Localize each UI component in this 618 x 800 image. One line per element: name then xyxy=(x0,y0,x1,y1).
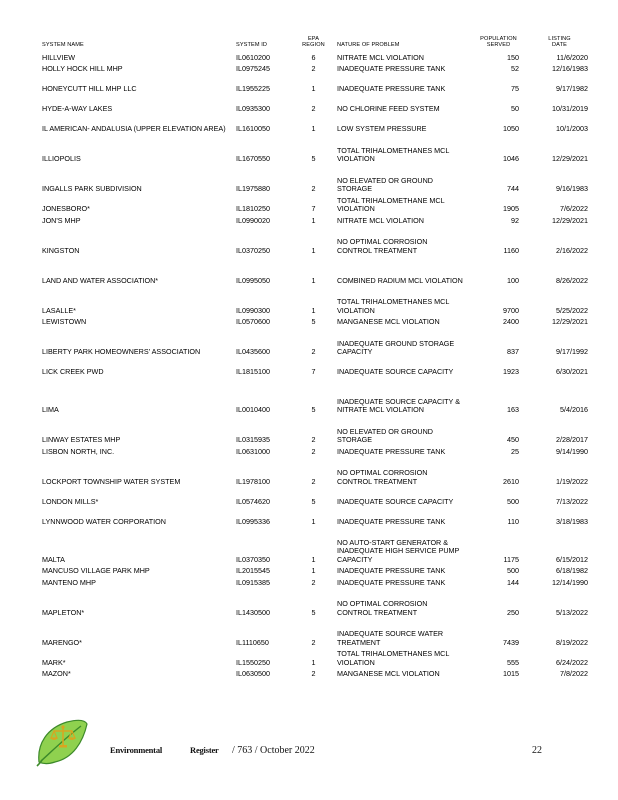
problem-cell: INADEQUATE PRESSURE TANK xyxy=(337,446,446,456)
table-row xyxy=(42,62,590,74)
epa-region-cell: 2 xyxy=(311,669,316,679)
problem-cell: NO OPTIMAL CORROSION CONTROL TREATMENT xyxy=(337,599,428,617)
system-id-cell: IL0010400 xyxy=(236,405,270,415)
population-cell: 75 xyxy=(511,84,519,94)
listing-date-cell: 9/14/1990 xyxy=(556,446,588,456)
noncompliance-table xyxy=(42,36,590,679)
problem-cell: INADEQUATE PRESSURE TANK xyxy=(337,84,446,94)
table-row xyxy=(42,74,590,94)
population-cell: 25 xyxy=(511,446,519,456)
header-listing-date: LISTING DATE xyxy=(548,36,571,49)
problem-cell: INADEQUATE PRESSURE TANK xyxy=(337,566,446,576)
system-name-cell: HOLLY HOCK HILL MHP xyxy=(42,64,123,74)
listing-date-cell: 6/18/1982 xyxy=(556,566,588,576)
problem-cell: TOTAL TRIHALOMETHANES MCL VIOLATION xyxy=(337,145,450,164)
table-row xyxy=(42,377,590,415)
system-name-cell: KINGSTON xyxy=(42,245,80,255)
system-id-cell: IL0975245 xyxy=(236,64,270,74)
footer-register: Register xyxy=(190,745,219,755)
table-row xyxy=(42,576,590,588)
population-cell: 744 xyxy=(507,184,519,194)
epa-region-cell: 7 xyxy=(311,367,316,377)
table-row xyxy=(42,415,590,445)
population-cell: 92 xyxy=(511,215,519,225)
population-cell: 150 xyxy=(507,52,519,62)
system-name-cell: LYNNWOOD WATER CORPORATION xyxy=(42,516,166,526)
system-id-cell: IL0370350 xyxy=(236,554,270,564)
population-cell: 1923 xyxy=(503,367,519,377)
listing-date-cell: 7/8/2022 xyxy=(560,669,588,679)
population-cell: 500 xyxy=(507,496,519,506)
system-id-cell: IL1810250 xyxy=(236,204,270,214)
table-row xyxy=(42,164,590,194)
system-name-cell: LAND AND WATER ASSOCIATION* xyxy=(42,275,159,285)
table-row xyxy=(42,445,590,457)
footer-page-number: 22 xyxy=(532,745,542,756)
system-id-cell: IL1110650 xyxy=(236,637,269,647)
epa-region-cell: 1 xyxy=(311,657,316,667)
system-id-cell: IL1815100 xyxy=(236,367,270,377)
population-cell: 1175 xyxy=(503,554,519,564)
header-system-id: SYSTEM ID xyxy=(236,42,268,49)
epa-region-cell: 1 xyxy=(311,215,316,225)
population-cell: 50 xyxy=(511,104,519,114)
system-id-cell: IL0315935 xyxy=(236,435,270,445)
epa-region-cell: 1 xyxy=(311,516,316,526)
population-cell: 1905 xyxy=(503,204,519,214)
system-id-cell: IL0995050 xyxy=(236,275,270,285)
system-name-cell: ILLIOPOLIS xyxy=(42,154,81,164)
system-name-cell: HONEYCUTT HILL MHP LLC xyxy=(42,84,137,94)
system-id-cell: IL1975880 xyxy=(236,184,270,194)
epa-region-cell: 2 xyxy=(311,446,316,456)
table-row xyxy=(42,564,590,576)
problem-cell: TOTAL TRIHALOMETHANES MCL VIOLATION xyxy=(337,649,450,667)
system-name-cell: MALTA xyxy=(42,554,65,564)
epa-region-cell: 5 xyxy=(311,405,316,415)
problem-cell: INADEQUATE PRESSURE TANK xyxy=(337,516,446,526)
problem-cell: LOW SYSTEM PRESSURE xyxy=(337,124,427,134)
table-row xyxy=(42,51,590,63)
population-cell: 1046 xyxy=(503,154,519,164)
system-name-cell: INGALLS PARK SUBDIVISION xyxy=(42,184,142,194)
problem-cell: NO CHLORINE FEED SYSTEM xyxy=(337,104,440,114)
system-id-cell: IL0435600 xyxy=(236,347,270,357)
problem-cell: NO ELEVATED OR GROUND STORAGE xyxy=(337,426,433,445)
epa-region-cell: 2 xyxy=(311,577,316,587)
table-row xyxy=(42,526,590,564)
listing-date-cell: 12/29/2021 xyxy=(552,317,588,327)
system-id-cell: IL0631000 xyxy=(236,446,270,456)
population-cell: 450 xyxy=(507,435,519,445)
listing-date-cell: 5/25/2022 xyxy=(556,305,588,315)
epa-region-cell: 1 xyxy=(311,554,316,564)
table-row xyxy=(42,94,590,114)
page-footer xyxy=(0,714,618,774)
problem-cell: MANGANESE MCL VIOLATION xyxy=(337,317,440,327)
listing-date-cell: 7/6/2022 xyxy=(560,204,588,214)
system-name-cell: LIBERTY PARK HOMEOWNERS' ASSOCIATION xyxy=(42,347,201,357)
system-id-cell: IL0915385 xyxy=(236,577,270,587)
epa-region-cell: 5 xyxy=(311,496,316,506)
listing-date-cell: 12/14/1990 xyxy=(552,577,588,587)
population-cell: 144 xyxy=(507,577,519,587)
table-row xyxy=(42,134,590,164)
system-id-cell: IL0574620 xyxy=(236,496,270,506)
problem-cell: INADEQUATE SOURCE CAPACITY xyxy=(337,367,454,377)
system-name-cell: LINWAY ESTATES MHP xyxy=(42,435,121,445)
population-cell: 2610 xyxy=(503,476,519,486)
table-row xyxy=(42,456,590,486)
system-name-cell: IL AMERICAN- ANDALUSIA (UPPER ELEVATION AREA) xyxy=(42,124,226,134)
epa-region-cell: 1 xyxy=(311,275,316,285)
system-name-cell: LICK CREEK PWD xyxy=(42,367,104,377)
problem-cell: COMBINED RADIUM MCL VIOLATION xyxy=(337,275,463,285)
listing-date-cell: 6/30/2021 xyxy=(556,367,588,377)
table-row xyxy=(42,114,590,134)
problem-cell: TOTAL TRIHALOMETHANES MCL VIOLATION xyxy=(337,297,450,315)
system-name-cell: HILLVIEW xyxy=(42,52,76,62)
system-id-cell: IL1955225 xyxy=(236,84,270,94)
system-id-cell: IL0935300 xyxy=(236,104,270,114)
problem-cell: NITRATE MCL VIOLATION xyxy=(337,215,424,225)
population-cell: 250 xyxy=(507,607,519,617)
problem-cell: INADEQUATE PRESSURE TANK xyxy=(337,577,446,587)
system-name-cell: JON'S MHP xyxy=(42,215,81,225)
problem-cell: INADEQUATE GROUND STORAGE CAPACITY xyxy=(337,338,455,357)
epa-region-cell: 1 xyxy=(311,305,316,315)
system-id-cell: IL2015545 xyxy=(236,566,270,576)
system-id-cell: IL1430500 xyxy=(236,607,270,617)
population-cell: 1050 xyxy=(503,124,519,134)
epa-region-cell: 2 xyxy=(311,435,316,445)
system-name-cell: MANTENO MHP xyxy=(42,577,96,587)
problem-cell: INADEQUATE SOURCE WATER TREATMENT xyxy=(337,629,444,647)
listing-date-cell: 12/16/1983 xyxy=(552,64,588,74)
system-id-cell: IL0990300 xyxy=(236,305,270,315)
table-body xyxy=(42,51,590,679)
problem-cell: INADEQUATE PRESSURE TANK xyxy=(337,64,446,74)
problem-cell: NO AUTO-START GENERATOR & INADEQUATE HIGH SERVICE PUMP CAPACITY xyxy=(337,537,460,564)
system-id-cell: IL1670550 xyxy=(236,154,270,164)
table-row xyxy=(42,587,590,617)
system-name-cell: MARENGO* xyxy=(42,637,82,647)
problem-cell: MANGANESE MCL VIOLATION xyxy=(337,669,440,679)
system-name-cell: LASALLE* xyxy=(42,305,76,315)
population-cell: 163 xyxy=(507,405,519,415)
population-cell: 52 xyxy=(511,64,519,74)
listing-date-cell: 5/4/2016 xyxy=(560,405,588,415)
table-row xyxy=(42,315,590,327)
listing-date-cell: 12/29/2021 xyxy=(552,154,588,164)
problem-cell: NO ELEVATED OR GROUND STORAGE xyxy=(337,175,433,194)
listing-date-cell: 8/19/2022 xyxy=(556,637,588,647)
problem-cell: INADEQUATE SOURCE CAPACITY xyxy=(337,496,454,506)
table-row xyxy=(42,327,590,357)
table-row xyxy=(42,647,590,667)
table-row xyxy=(42,225,590,255)
system-name-cell: LISBON NORTH, INC. xyxy=(42,446,115,456)
listing-date-cell: 5/13/2022 xyxy=(556,607,588,617)
listing-date-cell: 3/18/1983 xyxy=(556,516,588,526)
system-name-cell: JONESBORO* xyxy=(42,204,90,214)
problem-cell: NO OPTIMAL CORROSION CONTROL TREATMENT xyxy=(337,237,428,255)
leaf-scales-logo-icon xyxy=(33,714,89,770)
table-row xyxy=(42,357,590,377)
epa-region-cell: 7 xyxy=(311,204,316,214)
epa-region-cell: 2 xyxy=(311,347,316,357)
epa-region-cell: 5 xyxy=(311,154,316,164)
population-cell: 500 xyxy=(507,566,519,576)
table-row xyxy=(42,214,590,226)
system-name-cell: LIMA xyxy=(42,405,59,415)
footer-publication: Environmental xyxy=(110,745,163,755)
epa-region-cell: 5 xyxy=(311,607,316,617)
system-id-cell: IL0570600 xyxy=(236,317,270,327)
population-cell: 7439 xyxy=(503,637,519,647)
system-id-cell: IL1550250 xyxy=(236,657,270,667)
listing-date-cell: 7/13/2022 xyxy=(556,496,588,506)
table-row xyxy=(42,486,590,506)
system-id-cell: IL1978100 xyxy=(236,476,270,486)
problem-cell: NITRATE MCL VIOLATION xyxy=(337,52,424,62)
population-cell: 2400 xyxy=(503,317,519,327)
population-cell: 1160 xyxy=(503,245,519,255)
system-id-cell: IL0995336 xyxy=(236,516,270,526)
table-row xyxy=(42,506,590,526)
epa-region-cell: 2 xyxy=(311,476,316,486)
population-cell: 9700 xyxy=(503,305,519,315)
table-row xyxy=(42,255,590,285)
listing-date-cell: 6/15/2012 xyxy=(556,554,588,564)
problem-cell: TOTAL TRIHALOMETHANE MCL VIOLATION xyxy=(337,195,445,214)
listing-date-cell: 6/24/2022 xyxy=(556,657,588,667)
listing-date-cell: 11/6/2020 xyxy=(556,52,588,62)
header-nature-of-problem: NATURE OF PROBLEM xyxy=(337,42,400,49)
header-epa-region: EPA REGION xyxy=(302,36,325,49)
population-cell: 100 xyxy=(507,275,519,285)
listing-date-cell: 10/31/2019 xyxy=(552,104,588,114)
epa-region-cell: 1 xyxy=(311,245,316,255)
epa-region-cell: 2 xyxy=(311,637,316,647)
system-id-cell: IL0990020 xyxy=(236,215,270,225)
footer-issue: / 763 / October 2022 xyxy=(232,745,315,756)
table-row xyxy=(42,617,590,647)
system-name-cell: MANCUSO VILLAGE PARK MHP xyxy=(42,566,150,576)
listing-date-cell: 2/16/2022 xyxy=(556,245,588,255)
population-cell: 837 xyxy=(507,347,519,357)
listing-date-cell: 12/29/2021 xyxy=(552,215,588,225)
listing-date-cell: 1/19/2022 xyxy=(556,476,588,486)
system-name-cell: MAZON* xyxy=(42,669,71,679)
table-row xyxy=(42,285,590,315)
listing-date-cell: 2/28/2017 xyxy=(556,435,588,445)
problem-cell: INADEQUATE SOURCE CAPACITY & NITRATE MCL VIOLATION xyxy=(337,396,461,415)
system-id-cell: IL0610200 xyxy=(236,52,270,62)
listing-date-cell: 9/16/1983 xyxy=(556,184,588,194)
listing-date-cell: 9/17/1992 xyxy=(556,347,588,357)
table-header-row xyxy=(42,36,590,51)
epa-region-cell: 5 xyxy=(311,317,316,327)
problem-cell: NO OPTIMAL CORROSION CONTROL TREATMENT xyxy=(337,468,428,486)
epa-region-cell: 2 xyxy=(311,104,316,114)
table-row xyxy=(42,667,590,679)
listing-date-cell: 10/1/2003 xyxy=(556,124,588,134)
table-row xyxy=(42,194,590,214)
system-name-cell: MAPLETON* xyxy=(42,607,85,617)
listing-date-cell: 9/17/1982 xyxy=(556,84,588,94)
population-cell: 110 xyxy=(507,516,519,526)
system-name-cell: MARK* xyxy=(42,657,66,667)
epa-region-cell: 1 xyxy=(311,566,316,576)
epa-region-cell: 6 xyxy=(311,52,316,62)
system-name-cell: LONDON MILLS* xyxy=(42,496,99,506)
population-cell: 555 xyxy=(507,657,519,667)
system-id-cell: IL1610050 xyxy=(236,124,270,134)
system-name-cell: HYDE-A-WAY LAKES xyxy=(42,104,113,114)
system-id-cell: IL0630500 xyxy=(236,669,270,679)
epa-region-cell: 1 xyxy=(311,84,316,94)
epa-region-cell: 1 xyxy=(311,124,316,134)
epa-region-cell: 2 xyxy=(311,184,316,194)
header-population-served: POPULATION SERVED xyxy=(480,36,517,49)
header-system-name: SYSTEM NAME xyxy=(42,42,84,49)
system-name-cell: LEWISTOWN xyxy=(42,317,87,327)
listing-date-cell: 8/26/2022 xyxy=(556,275,588,285)
system-id-cell: IL0370250 xyxy=(236,245,270,255)
epa-region-cell: 2 xyxy=(311,64,316,74)
population-cell: 1015 xyxy=(503,669,519,679)
system-name-cell: LOCKPORT TOWNSHIP WATER SYSTEM xyxy=(42,476,181,486)
